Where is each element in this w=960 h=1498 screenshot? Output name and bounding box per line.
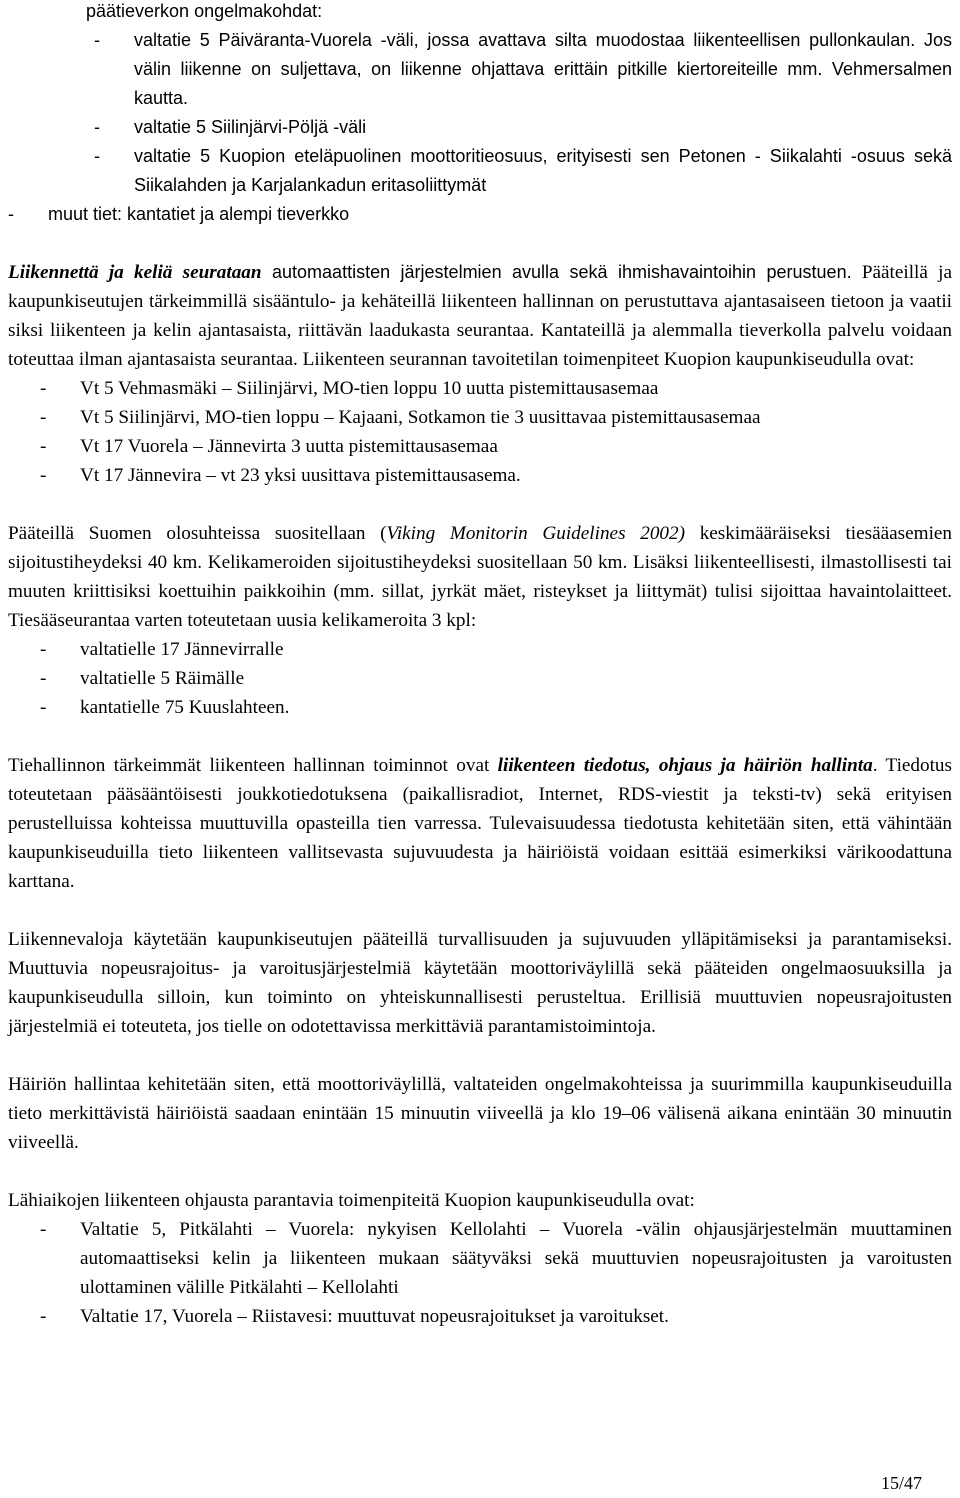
- list-item-text: Vt 5 Vehmasmäki – Siilinjärvi, MO-tien loppu 10 uutta pistemittausasemaa: [80, 378, 659, 399]
- list-dash: -: [40, 436, 47, 457]
- document-page: [8, 0, 952, 1331]
- paragraph-weather-stations: [8, 519, 952, 635]
- emphasis-lead: Liikennettä ja keliä seurataan: [8, 262, 262, 283]
- list-item: [40, 1215, 952, 1302]
- list-item-text: valtatie 5 Siilinjärvi-Pöljä -väli: [134, 117, 367, 137]
- list-item: [40, 403, 952, 432]
- list-dash: -: [40, 1219, 47, 1240]
- control-measures-list: [8, 1215, 952, 1331]
- intro-heading: päätieverkon ongelmakohdat:: [86, 1, 323, 21]
- paragraph-control-measures: Lähiaikojen liikenteen ohjausta parantavia toimenpiteitä Kuopion kaupunkiseudulla ovat:: [8, 1190, 695, 1211]
- list-dash: -: [40, 1306, 47, 1327]
- list-item: [40, 374, 952, 403]
- list-dash: -: [40, 697, 47, 718]
- camera-list: [8, 635, 952, 722]
- intro-section: [8, 0, 952, 229]
- paragraph-traffic-lights: Liikennevaloja käytetään kaupunkiseutujen pääteillä turvallisuuden ja sujuvuuden ylläpitämiseksi ja parantamiseksi. Muuttuvia nopeusrajoitus- ja varoitusjärjestelmiä käytetään moottoriväylillä sekä pääteiden ongelmaosuuksilla ja kaupunkiseudulla silloin, kun toiminto on yhteiskunnallisesti perusteltua. Erillisiä muuttuvien nopeusrajoitusten järjestelmiä ei toteuteta, jos tielle on odotettavissa merkittäviä parantamistoimintoja.: [8, 929, 952, 1037]
- paragraph-incident-management: Häiriön hallintaa kehitetään siten, että moottoriväylillä, valtateiden ongelmakohteissa ja suurimmilla kaupunkiseuduilla tieto merkittävistä häiriöistä saadaan enintään 15 minuutin viiveellä ja klo 19–06 välisenä aikana enintään 30 minuutin viiveellä.: [8, 1074, 952, 1153]
- text-part: . Tiedotus toteutetaan pääsääntöisesti joukkotiedotuksena (paikallisradiot, Internet, RDS-viestit ja teksti-tv) sekä erityisen perustelluissa kohteissa muuttuvilla opasteilla tien varressa. Tulevaisuudessa tiedotusta kehitetään siten, että vähintään kaupunkiseuduilla tieto liikenteen vallitsevasta sujuvuudesta ja häiriöistä voidaan esittää esimerkiksi värikoodattuna karttana.: [8, 755, 952, 892]
- list-item-text: valtatielle 17 Jännevirralle: [80, 639, 284, 660]
- paragraph-traffic-management: [8, 751, 952, 896]
- list-item-text: kantatielle 75 Kuuslahteen.: [80, 697, 290, 718]
- list-dash: -: [40, 465, 47, 486]
- text-part: Tiehallinnon tärkeimmät liikenteen hallinnan toiminnot ovat: [8, 755, 498, 776]
- list-item: [40, 693, 952, 722]
- monitoring-list: [8, 374, 952, 490]
- list-dash: -: [94, 146, 100, 166]
- list-item: [94, 113, 952, 142]
- list-item-text: valtatie 5 Päiväranta-Vuorela -väli, jossa avattava silta muodostaa liikenteellisen pullonkaulan. Jos välin liikenne on suljettava, on liikenne ohjattava erittäin pitkille kiertoreiteille mm. Vehmersalmen kautta.: [134, 30, 952, 108]
- lead-text: automaattisten järjestelmien avulla sekä ihmishavaintoihin perustuen.: [261, 262, 852, 282]
- list-dash: -: [8, 204, 14, 224]
- list-dash: -: [94, 117, 100, 137]
- list-item: [40, 664, 952, 693]
- paragraph-monitoring: [8, 258, 952, 374]
- list-dash: -: [40, 378, 47, 399]
- list-item: [40, 461, 952, 490]
- list-item-text: valtatielle 5 Räimälle: [80, 668, 245, 689]
- list-item-text: Vt 17 Jännevira – vt 23 yksi uusittava pistemittausasema.: [80, 465, 521, 486]
- list-item: [40, 432, 952, 461]
- list-item: [40, 635, 952, 664]
- list-item-text: Vt 5 Siilinjärvi, MO-tien loppu – Kajaani, Sotkamon tie 3 uusittavaa pistemittausasemaa: [80, 407, 761, 428]
- list-item: [8, 200, 952, 229]
- page-number: 15/47: [880, 1473, 922, 1493]
- list-dash: -: [40, 668, 47, 689]
- list-dash: -: [40, 639, 47, 660]
- guideline-title: Viking Monitorin Guidelines 2002): [386, 523, 685, 544]
- list-item: [94, 142, 952, 200]
- list-item-text: Vt 17 Vuorela – Jännevirta 3 uutta pistemittausasemaa: [80, 436, 498, 457]
- emphasis-functions: liikenteen tiedotus, ohjaus ja häiriön hallinta: [497, 755, 873, 776]
- list-dash: -: [94, 30, 100, 50]
- list-item-text: muut tiet: kantatiet ja alempi tieverkko: [48, 204, 350, 224]
- list-item-text: Valtatie 17, Vuorela – Riistavesi: muuttuvat nopeusrajoitukset ja varoitukset.: [80, 1306, 669, 1327]
- list-item: [40, 1302, 952, 1331]
- list-item-text: valtatie 5 Kuopion eteläpuolinen moottoritieosuus, erityisesti sen Petonen - Siikalahti -osuus sekä Siikalahden ja Karjalankadun eritasoliittymät: [134, 146, 952, 195]
- list-dash: -: [40, 407, 47, 428]
- text-part: Pääteillä Suomen olosuhteissa suositellaan (: [8, 523, 387, 544]
- list-item: [94, 26, 952, 113]
- list-item-text: Valtatie 5, Pitkälahti – Vuorela: nykyisen Kellolahti – Vuorela -välin ohjausjärjestelmän muuttaminen automaattiseksi kelin ja liikenteen mukaan säätyväksi sekä muuttuvien nopeusrajoitusten ja varoitusten ulottaminen välille Pitkälahti – Kellolahti: [80, 1219, 952, 1298]
- text-part: keskimääräiseksi tiesääasemien sijoitustiheydeksi 40 km. Kelikameroiden sijoitustiheydeksi suositellaan 50 km. Lisäksi liikenteellisesti, ilmastollisesti tai muuten kriittisiksi koettuihin paikkoihin (mm. sillat, jyrkät mäet, risteykset ja liittymät) tulisi sijoittaa havaintolaitteet. Tiesääseurantaa varten toteutetaan uusia kelikameroita 3 kpl:: [8, 523, 953, 631]
- body-text: Pääteillä ja kaupunkiseutujen tärkeimmillä sisääntulo- ja kehäteillä liikenteen hallinnan on perustuttava ajantasaiseen tietoon ja vaatii siksi liikenteen ja kelin ajantasaista, riittävän laadukasta seurantaa. Kantateillä ja alemmalla tieverkolla palvelu voidaan toteuttaa ilman ajantasaista seurantaa. Liikenteen seurannan tavoitetilan toimenpiteet Kuopion kaupunkiseudulla ovat:: [8, 262, 952, 370]
